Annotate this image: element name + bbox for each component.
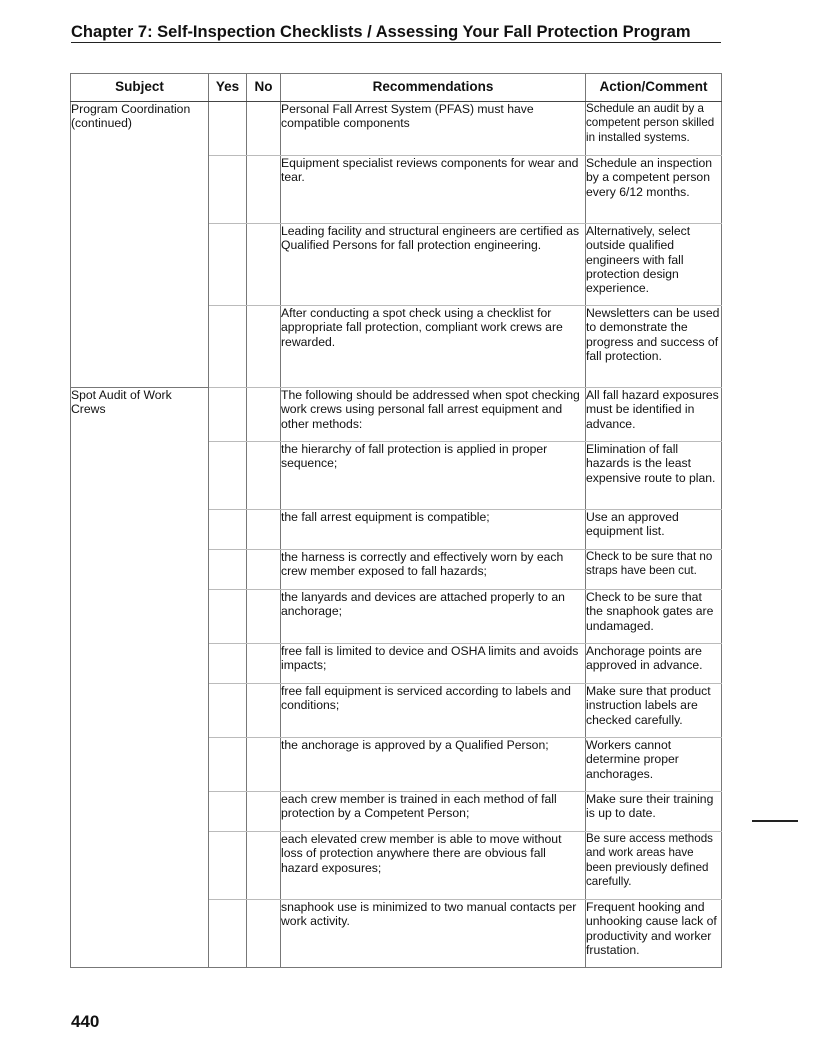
yes-cell xyxy=(209,738,247,792)
yes-cell xyxy=(209,832,247,900)
action-cell: Schedule an audit by a competent person skilled in installed systems. xyxy=(586,102,722,156)
page-number: 440 xyxy=(71,1012,100,1031)
action-cell: Alternatively, select outside qualified engineers with fall protection design experience. xyxy=(586,224,722,306)
yes-cell xyxy=(209,644,247,684)
no-cell xyxy=(247,644,281,684)
yes-cell xyxy=(209,590,247,644)
yes-cell xyxy=(209,510,247,550)
action-cell: Be sure access methods and work areas have been previously defined carefully. xyxy=(586,832,722,900)
recommendation-cell: After conducting a spot check using a checklist for appropriate fall protection, compliant work crews are rewarded. xyxy=(281,306,586,388)
recommendation-cell: the anchorage is approved by a Qualified Person; xyxy=(281,738,586,792)
action-cell: Schedule an inspection by a competent person every 6/12 months. xyxy=(586,156,722,224)
col-action-comment: Action/Comment xyxy=(586,74,722,102)
yes-cell xyxy=(209,792,247,832)
action-cell: Make sure their training is up to date. xyxy=(586,792,722,832)
recommendation-cell: the harness is correctly and effectively worn by each crew member exposed to fall hazards; xyxy=(281,550,586,590)
no-cell xyxy=(247,442,281,510)
recommendation-cell: The following should be addressed when spot checking work crews using personal fall arrest equipment and other methods: xyxy=(281,388,586,442)
no-cell xyxy=(247,388,281,442)
no-cell xyxy=(247,156,281,224)
no-cell xyxy=(247,832,281,900)
col-recommendations: Recommendations xyxy=(281,74,586,102)
yes-cell xyxy=(209,550,247,590)
action-cell: Elimination of fall hazards is the least expensive route to plan. xyxy=(586,442,722,510)
no-cell xyxy=(247,224,281,306)
recommendation-cell: Equipment specialist reviews components for wear and tear. xyxy=(281,156,586,224)
table-row xyxy=(71,102,722,156)
no-cell xyxy=(247,900,281,968)
action-cell: Use an approved equipment list. xyxy=(586,510,722,550)
no-cell xyxy=(247,684,281,738)
action-cell: Workers cannot determine proper anchorages. xyxy=(586,738,722,792)
yes-cell xyxy=(209,900,247,968)
action-cell: All fall hazard exposures must be identified in advance. xyxy=(586,388,722,442)
no-cell xyxy=(247,102,281,156)
recommendation-cell: free fall is limited to device and OSHA limits and avoids impacts; xyxy=(281,644,586,684)
col-subject: Subject xyxy=(71,74,209,102)
no-cell xyxy=(247,306,281,388)
checklist-table xyxy=(70,73,722,968)
action-cell: Make sure that product instruction labels are checked carefully. xyxy=(586,684,722,738)
yes-cell xyxy=(209,388,247,442)
recommendation-cell: Personal Fall Arrest System (PFAS) must have compatible components xyxy=(281,102,586,156)
action-cell: Newsletters can be used to demonstrate the progress and success of fall protection. xyxy=(586,306,722,388)
col-no: No xyxy=(247,74,281,102)
chapter-title: Chapter 7: Self-Inspection Checklists / Assessing Your Fall Protection Program xyxy=(71,22,721,43)
yes-cell xyxy=(209,156,247,224)
yes-cell xyxy=(209,224,247,306)
no-cell xyxy=(247,738,281,792)
no-cell xyxy=(247,590,281,644)
recommendation-cell: the lanyards and devices are attached properly to an anchorage; xyxy=(281,590,586,644)
recommendation-cell: each crew member is trained in each method of fall protection by a Competent Person; xyxy=(281,792,586,832)
recommendation-cell: free fall equipment is serviced according to labels and conditions; xyxy=(281,684,586,738)
table-row xyxy=(71,388,722,442)
recommendation-cell: snaphook use is minimized to two manual contacts per work activity. xyxy=(281,900,586,968)
action-cell: Anchorage points are approved in advance. xyxy=(586,644,722,684)
yes-cell xyxy=(209,102,247,156)
no-cell xyxy=(247,550,281,590)
no-cell xyxy=(247,792,281,832)
recommendation-cell: Leading facility and structural engineers are certified as Qualified Persons for fall protection engineering. xyxy=(281,224,586,306)
col-yes: Yes xyxy=(209,74,247,102)
subject-cell: Spot Audit of Work Crews xyxy=(71,388,209,968)
table-header-row xyxy=(71,74,722,102)
yes-cell xyxy=(209,306,247,388)
recommendation-cell: the fall arrest equipment is compatible; xyxy=(281,510,586,550)
no-cell xyxy=(247,510,281,550)
recommendation-cell: each elevated crew member is able to move without loss of protection anywhere there are obvious fall hazard exposures; xyxy=(281,832,586,900)
action-cell: Check to be sure that the snaphook gates are undamaged. xyxy=(586,590,722,644)
action-cell: Frequent hooking and unhooking cause lack of productivity and worker frustation. xyxy=(586,900,722,968)
subject-cell: Program Coordination (continued) xyxy=(71,102,209,388)
action-cell: Check to be sure that no straps have been cut. xyxy=(586,550,722,590)
margin-rule xyxy=(752,820,798,822)
yes-cell xyxy=(209,442,247,510)
yes-cell xyxy=(209,684,247,738)
recommendation-cell: the hierarchy of fall protection is applied in proper sequence; xyxy=(281,442,586,510)
